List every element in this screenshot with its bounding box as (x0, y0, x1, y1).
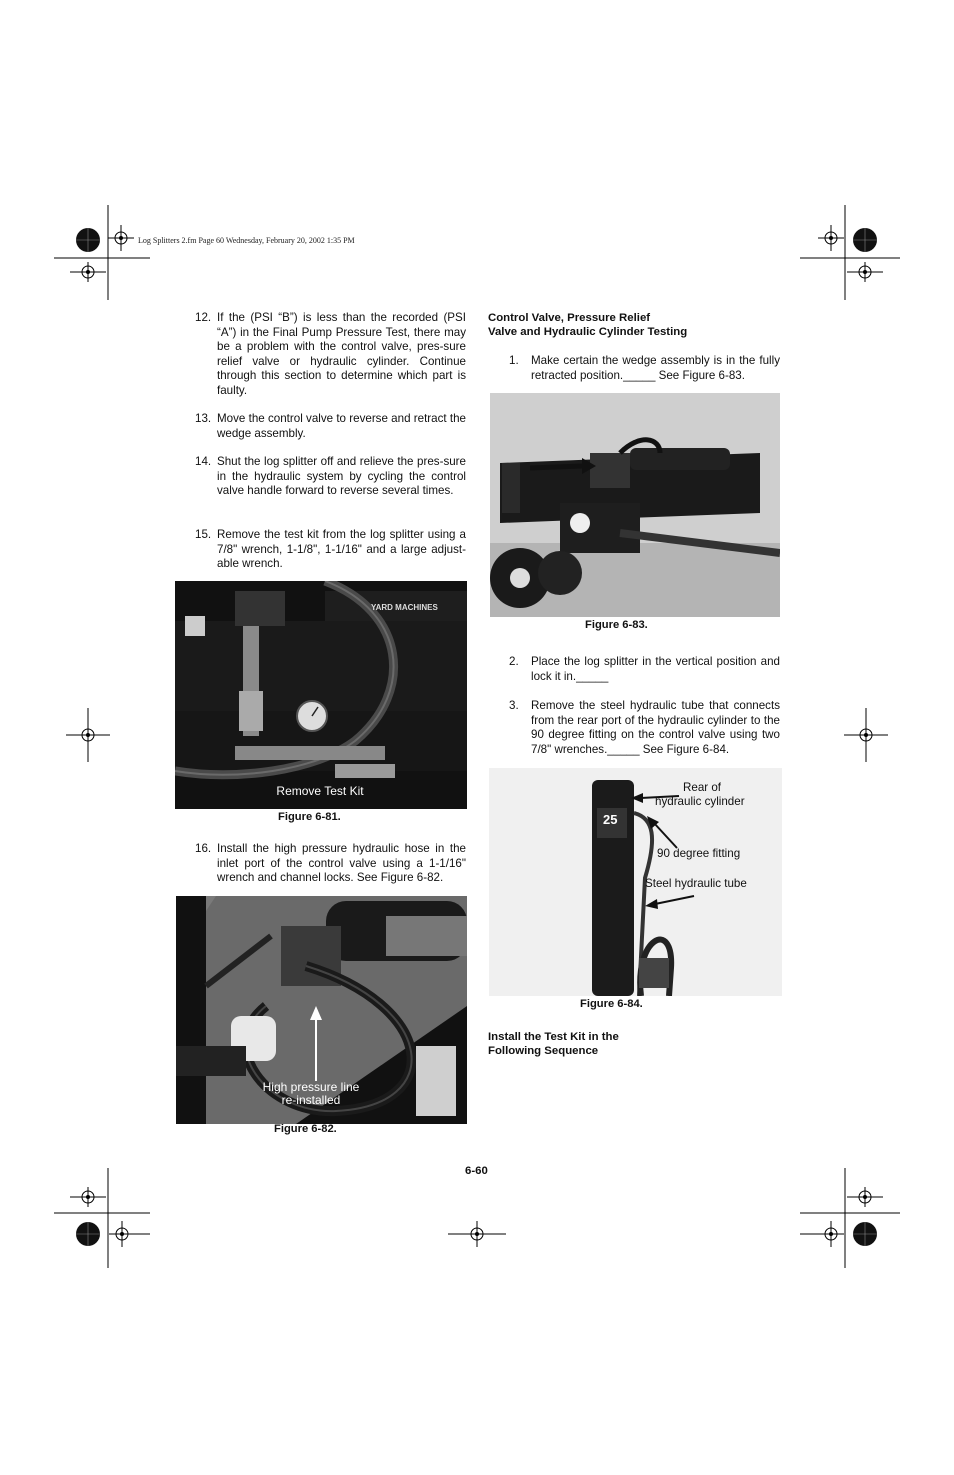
label-90-degree-fitting: 90 degree fitting (657, 847, 741, 860)
step-text: Place the log splitter in the vertical position and lock it in._____ (531, 655, 780, 683)
step-1 (509, 354, 780, 383)
step-number: 2. (509, 655, 519, 668)
step-number: 13. (195, 412, 212, 425)
step-number: 16. (195, 842, 212, 855)
label-rear-line1: Rear of (683, 781, 722, 794)
step-16 (195, 842, 466, 886)
fig82-overlay-label (236, 1081, 386, 1107)
step-15 (195, 528, 466, 572)
step-text: Move the control valve to reverse and retract the wedge assembly. (217, 412, 466, 440)
figure-6-82-caption: Figure 6-82. (274, 1123, 337, 1135)
step-number: 12. (195, 311, 212, 324)
page-number: 6-60 (465, 1165, 488, 1177)
section-heading-install-test-kit (488, 1030, 768, 1058)
yard-machines-logo: YARD MACHINES (371, 603, 438, 612)
label-rear-line2: hydraulic cylinder (655, 795, 745, 808)
fig81-overlay-label: Remove Test Kit (276, 784, 364, 798)
heading-line2: Valve and Hydraulic Cylinder Testing (488, 326, 688, 338)
log-splitter-illustration (490, 393, 780, 617)
step-text: Make certain the wedge assembly is in the fully retracted position._____ See Figure 6-83. (531, 354, 780, 382)
step-number: 1. (509, 354, 519, 367)
step-3 (509, 699, 780, 757)
section-heading-testing (488, 311, 768, 339)
cylinder-number: 25 (603, 812, 618, 827)
step-text: Install the high pressure hydraulic hose in the inlet port of the control valve using a 1-1/16" wrench and channel locks. See Figure 6-82. (217, 842, 466, 885)
step-text: Shut the log splitter off and relieve the pres-sure in the hydraulic system by cycling the control valve handle forward to reverse several times. (217, 455, 466, 498)
test-kit-illustration (175, 581, 467, 809)
step-number: 15. (195, 528, 212, 541)
label-steel-hydraulic-tube: Steel hydraulic tube (645, 877, 747, 890)
figure-6-81-caption: Figure 6-81. (278, 811, 341, 823)
heading-line1: Install the Test Kit in the (488, 1031, 619, 1043)
figure-6-82-photo (176, 896, 467, 1124)
file-slug: Log Splitters 2.fm Page 60 Wednesday, February 20, 2002 1:35 PM (138, 236, 355, 245)
step-12 (195, 311, 466, 399)
heading-line1: Control Valve, Pressure Relief (488, 312, 651, 324)
heading-line2: Following Sequence (488, 1045, 599, 1057)
step-number: 14. (195, 455, 212, 468)
figure-6-83-caption: Figure 6-83. (585, 619, 648, 631)
step-2 (509, 655, 780, 684)
step-text: If the (PSI “B”) is less than the recorded (PSI “A”) in the Final Pump Pressure Test, there may be a problem with the control valve, pres-sure relief valve or hydraulic cylinder. Continue through this section to determine which part is faulty. (217, 311, 466, 397)
step-14 (195, 455, 466, 499)
step-13 (195, 412, 466, 441)
fig82-overlay-line2: re-installed (281, 1093, 341, 1107)
label-rear-of-cylinder (655, 781, 745, 809)
fig82-overlay-line1: High pressure line (262, 1080, 360, 1094)
figure-6-84-caption: Figure 6-84. (580, 998, 643, 1010)
step-number: 3. (509, 699, 519, 712)
step-text: Remove the steel hydraulic tube that connects from the rear port of the hydraulic cylinder to the 90 degree fitting on the control valve using two 7/8" wrenches._____ See Figure 6-84. (531, 699, 780, 756)
figure-6-81-photo (175, 581, 467, 809)
figure-6-84-photo (489, 768, 782, 996)
step-text: Remove the test kit from the log splitter using a 7/8" wrench, 1-1/8", 1-1/16" and a large adjust-able wrench. (217, 528, 466, 571)
figure-6-83-photo (490, 393, 780, 617)
